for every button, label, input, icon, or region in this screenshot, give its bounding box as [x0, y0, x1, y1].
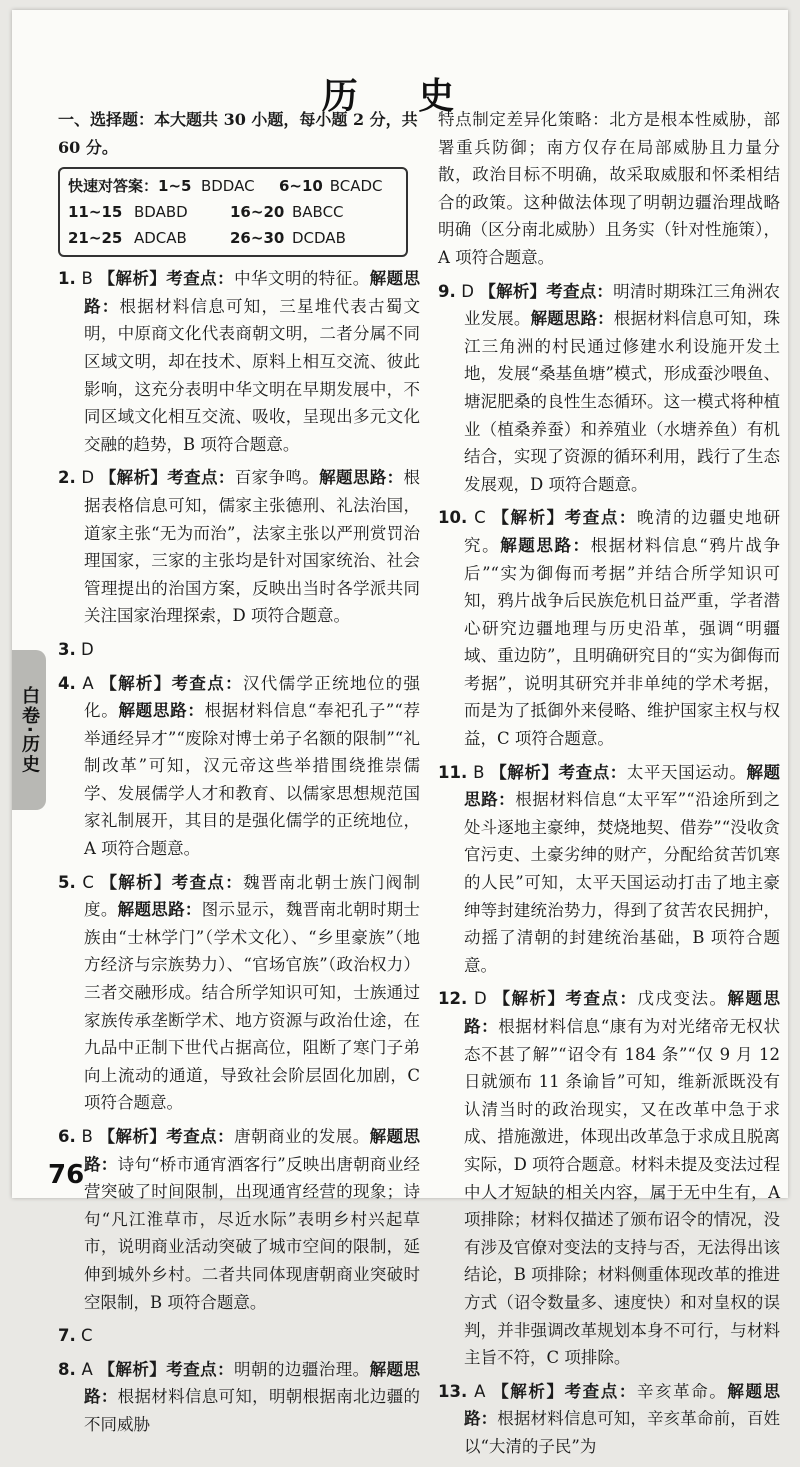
key-point-label: 考查点：: [564, 1381, 637, 1401]
solution-label: 解题思路：: [464, 762, 781, 810]
solution-text: 根据材料信息“奉祀孔子”“荐举通经异才”“废除对博士弟子名额的限制”“礼制改革”可知，汉元帝这些举措围绕推崇儒学、发展儒学人才和教育、以儒家思想规范国家礼制展开，其目的是强化儒学的正统地位，A 项符合题意。: [84, 701, 421, 859]
quick-answer-label: 快速对答案：: [68, 177, 159, 196]
solution-label: 解题思路：: [118, 701, 205, 721]
answer-letter: D: [473, 989, 487, 1009]
key-point-text: 辛亥革命。: [636, 1381, 728, 1401]
solution-text: 根据材料信息可知，珠江三角洲的村民通过修建水利设施开发土地，发展“桑基鱼塘”模式，形成蚕沙喂鱼、塘泥肥桑的良性生态循环。这一模式将种植业（植桑养蚕）和养殖业（水塘养鱼）有机结合，实现了资源的循环利用，践行了生态发展观，D 项符合题意。: [464, 309, 781, 494]
question-number: 7.: [58, 1326, 76, 1346]
analysis-tag: 【解析】: [493, 989, 566, 1009]
answer-letter: A: [82, 673, 94, 693]
answer-page: [12, 10, 788, 1456]
key-point-label: 考查点：: [564, 508, 638, 528]
answer-letter: C: [474, 508, 486, 528]
answer-letter: B: [81, 1127, 93, 1146]
analysis-tag: 【解析】: [492, 1381, 565, 1401]
question-number: 6.: [58, 1127, 76, 1146]
answer-values: BDABD: [134, 203, 188, 222]
answer-range: 1~5: [158, 177, 192, 196]
question-explanation: [58, 636, 420, 664]
key-point-text: 明朝的边疆治理。: [234, 1359, 370, 1379]
question-number: 13.: [438, 1381, 468, 1401]
answer-range: 11~15: [68, 203, 123, 222]
key-point-label: 考查点：: [166, 1359, 235, 1379]
question-number: 2.: [58, 468, 76, 488]
analysis-tag: 【解析】: [100, 673, 172, 693]
answer-range: 6~10: [278, 177, 323, 196]
answer-range: 26~30: [230, 229, 285, 248]
solution-text: 根据表格信息可知，儒家主张德刑、礼法治国，道家主张“无为而治”，法家主张以严刑赏罚治理国家，三家的主张均是针对国家统治、社会管理提出的治国方案，反映出当时各学派共同关注国家治理探索，D 项符合题意。: [84, 468, 421, 626]
question-number: 3.: [58, 639, 76, 659]
answer-range: 21~25: [68, 229, 123, 248]
question-explanation: [58, 265, 420, 458]
key-point-label: 考查点：: [558, 762, 627, 782]
quick-answer-label-row: [68, 173, 398, 199]
solution-label: 解题思路：: [319, 468, 404, 488]
left-question-list: [58, 265, 420, 1438]
solution-label: 解题思路：: [117, 900, 202, 920]
key-point-text: 中华文明的特征。: [234, 269, 370, 289]
answer-values: BDDAC: [200, 177, 255, 196]
question-explanation: [438, 1378, 780, 1461]
analysis-tag: 【解析】: [98, 1127, 167, 1146]
solution-label: 解题思路：: [84, 1127, 421, 1174]
key-point-text: 戊戌变法。: [637, 989, 728, 1009]
question-number: 11.: [438, 762, 468, 782]
analysis-tag: 【解析】: [492, 508, 565, 528]
key-point-label: 考查点：: [565, 989, 638, 1009]
key-point-text: 百家争鸣。: [234, 468, 320, 488]
question-explanation: [58, 1322, 420, 1350]
answer-values: ADCAB: [134, 229, 187, 248]
page-title: 历 史: [321, 75, 479, 117]
question-explanation: [58, 464, 420, 630]
analysis-tag: 【解析】: [99, 468, 168, 488]
solution-label: 解题思路：: [464, 1381, 781, 1429]
question-explanation: [58, 869, 420, 1117]
analysis-tag: 【解析】: [98, 1359, 167, 1379]
question-number: 8.: [58, 1359, 76, 1379]
question-explanation: [438, 278, 780, 499]
key-point-label: 考查点：: [171, 673, 243, 693]
question-number: 4.: [58, 673, 76, 693]
answer-letter: A: [81, 1359, 93, 1379]
right-column: [438, 106, 780, 1467]
right-question-list: [438, 278, 780, 1461]
solution-text: 根据材料信息“康有为对光绪帝无权状态不甚了解”“诏令有 184 条”“仅 9 月 12 日就颁布 11 条谕旨”可知，维新派既没有认清当时的政治现实，又在改革中急于求成、措施激进，体现出改革急于求成且脱离实际，D 项符合题意。材料未提及变法过程中人才短缺的相关内容，属于无中生有，A 项排除；材料仅描述了颁布诏令的情况，没有涉及官僚对变法的支持与否，无法得出该结论，B 项排除；材料侧重体现改革的推进方式（诏令数量多、速度快）和对皇权的误判，并非强调改革规划本身不可行，与材料主旨不符，C 项排除。: [464, 1017, 781, 1368]
question-number: 12.: [438, 989, 468, 1009]
key-point-label: 考查点：: [166, 1127, 235, 1146]
quick-answer-row: [68, 199, 398, 225]
question-explanation: [438, 985, 780, 1371]
analysis-tag: 【解析】: [490, 762, 559, 782]
answer-letter: D: [81, 468, 95, 488]
analysis-tag: 【解析】: [98, 269, 167, 289]
question-explanation: [58, 670, 420, 863]
key-point-text: 唐朝商业的发展。: [234, 1127, 370, 1146]
key-point-label: 考查点：: [546, 281, 614, 301]
question-explanation: [58, 1356, 420, 1439]
question-number: 10.: [438, 508, 468, 528]
side-tab-label: 白卷·历史: [19, 685, 40, 775]
answer-letter: B: [473, 762, 485, 782]
answer-range: 16~20: [230, 203, 285, 222]
key-point-label: 考查点：: [171, 872, 244, 892]
key-point-label: 考查点：: [166, 269, 235, 289]
question-explanation: [438, 759, 780, 980]
solution-text: 根据材料信息可知，辛亥革命前，百姓以“大清的子民”为: [464, 1409, 781, 1456]
answer-letter: D: [81, 639, 94, 659]
quick-answer-row: [68, 225, 398, 251]
page-number: 76: [48, 1160, 85, 1190]
solution-label: 解题思路：: [84, 269, 421, 316]
key-point-label: 考查点：: [167, 468, 235, 488]
key-point-text: 太平天国运动。: [626, 762, 747, 782]
question-number: 1.: [58, 269, 76, 289]
solution-label: 解题思路：: [464, 989, 781, 1036]
solution-text: 根据材料信息可知，三星堆代表古蜀文明，中原商文化代表商朝文明，二者分属不同区域文明，却在技术、原料上相互交流、彼此影响，这充分表明中华文明在早期发展中，不同区域文化相互交流、吸收，呈现出多元文化交融的趋势，B 项符合题意。: [84, 296, 420, 454]
solution-text: 诗句“桥市通宵酒客行”反映出唐朝商业经营突破了时间限制，出现通宵经营的现象；诗句“凡江淮草市，尽近水际”表明乡村兴起草市，说明商业活动突破了城市空间的限制，延伸到城外乡村。二者共同体现唐朝商业突破时空限制，B 项符合题意。: [84, 1154, 420, 1312]
answer-letter: D: [461, 281, 474, 301]
question-explanation: [58, 1123, 420, 1316]
left-column: [58, 106, 420, 1445]
key-point-text: 晚清的边疆史地研究。: [464, 508, 781, 555]
solution-text: 根据材料信息可知，明朝根据南北边疆的不同威胁: [84, 1387, 421, 1434]
solution-label: 解题思路：: [500, 535, 591, 555]
quick-answer-box: [58, 167, 408, 257]
key-point-text: 魏晋南北朝士族门阀制度。: [84, 872, 421, 920]
key-point-text: 汉代儒学正统地位的强化。: [84, 673, 421, 721]
answer-values: DCDAB: [292, 229, 346, 248]
answer-letter: A: [474, 1381, 486, 1401]
solution-label: 解题思路：: [84, 1359, 421, 1407]
question-number: 5.: [58, 872, 76, 892]
solution-text: 根据材料信息“鸦片战争后”“实为御侮而考据”并结合所学知识可知，鸦片战争后民族危机日益严重，学者潜心研究边疆地理与历史沿革，强调“明疆域、重边防”，且明确研究目的“实为御侮而考据”，说明其研究并非单纯的学术考据，而是为了抵御外来侵略、维护国家主权与权益，C 项符合题意。: [464, 535, 781, 749]
answer-letter: C: [82, 872, 94, 892]
question-explanation: [438, 504, 780, 752]
question-number: 9.: [438, 281, 456, 301]
solution-label: 解题思路：: [530, 309, 614, 329]
question-continuation: 特点制定差异化策略：北方是根本性威胁，部署重兵防御；南方仅存在局部威胁且力量分散，政治目标不明确，故采取威服和怀柔相结合的政策。这种做法体现了明朝边疆治理战略明确（区分南北威胁）且务实（针对性施策），A 项符合题意。: [438, 110, 780, 267]
answer-letter: C: [81, 1326, 93, 1346]
analysis-tag: 【解析】: [479, 281, 547, 301]
solution-text: 根据材料信息“太平军”“沿途所到之处斗逐地主豪绅，焚烧地契、借券”“没收贪官污吏、土豪劣绅的财产，分配给贫苦饥寒的人民”可知，太平天国运动打击了地主豪绅等封建统治势力，得到了贫苦农民拥护，动摇了清朝的封建统治基础，B 项符合题意。: [464, 790, 780, 975]
answer-letter: B: [81, 269, 93, 289]
solution-text: 图示显示，魏晋南北朝时期士族由“士林学门”（学术文化）、“乡里豪族”（地方经济与宗族势力）、“官场官族”（政治权力）三者交融形成。结合所学知识可知，士族通过家族传承垄断学术、地方资源与政治仕途，在九品中正制下世代占据高位，阻断了寒门子弟向上流动的通道，导致社会阶层固化加剧，C 项符合题意。: [84, 900, 421, 1113]
section-heading: 一、选择题：本大题共 30 小题，每小题 2 分，共 60 分。: [58, 110, 418, 157]
side-tab: [12, 650, 46, 810]
answer-values: BCADC: [329, 177, 383, 196]
analysis-tag: 【解析】: [100, 872, 172, 892]
answer-values: BABCC: [292, 203, 344, 222]
key-point-text: 明清时期珠江三角洲农业发展。: [464, 281, 781, 329]
